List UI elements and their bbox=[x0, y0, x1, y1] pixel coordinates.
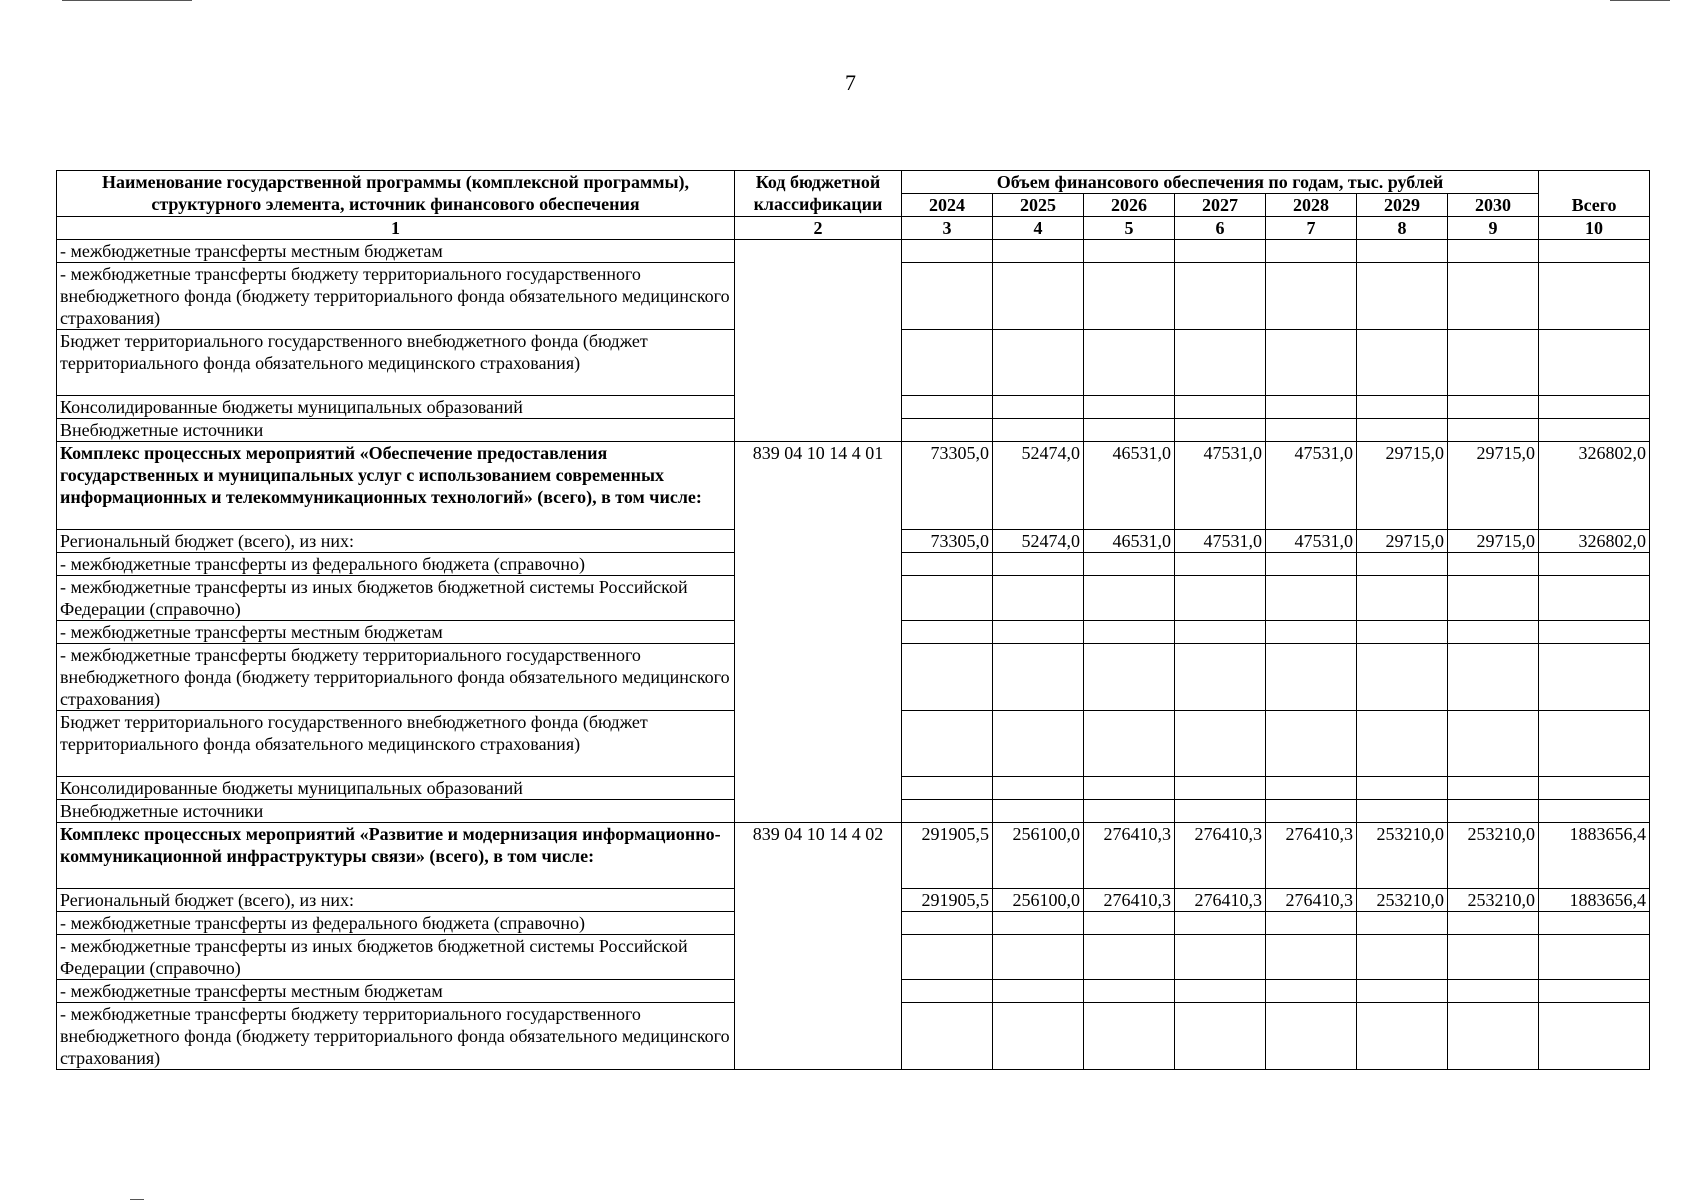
year-value bbox=[902, 240, 993, 263]
year-value: 253210,0 bbox=[1357, 889, 1448, 912]
column-number: 5 bbox=[1084, 217, 1175, 240]
year-value bbox=[1448, 935, 1539, 980]
year-value bbox=[993, 644, 1084, 711]
year-value bbox=[1266, 553, 1357, 576]
year-value bbox=[1357, 419, 1448, 442]
year-value bbox=[1084, 1003, 1175, 1070]
year-value bbox=[993, 240, 1084, 263]
year-value bbox=[993, 711, 1084, 777]
year-value bbox=[1448, 576, 1539, 621]
year-value bbox=[1084, 330, 1175, 396]
year-value bbox=[1266, 644, 1357, 711]
year-value bbox=[1357, 330, 1448, 396]
header-year: 2025 bbox=[993, 194, 1084, 217]
row-name: Комплекс процессных мероприятий «Развитие и модернизация информационно-коммуникационной инфраструктуры связи» (всего), в том числе: bbox=[57, 823, 735, 889]
row-name: - межбюджетные трансферты местным бюджетам bbox=[57, 621, 735, 644]
year-value bbox=[1266, 777, 1357, 800]
year-value bbox=[1266, 800, 1357, 823]
header-year: 2026 bbox=[1084, 194, 1175, 217]
year-value: 46531,0 bbox=[1084, 530, 1175, 553]
header-total-label: Всего bbox=[1571, 195, 1617, 215]
header-row-1 bbox=[57, 171, 1650, 194]
year-value: 276410,3 bbox=[1084, 823, 1175, 889]
year-value: 276410,3 bbox=[1175, 889, 1266, 912]
total-value bbox=[1539, 576, 1650, 621]
year-value bbox=[902, 419, 993, 442]
total-value bbox=[1539, 644, 1650, 711]
year-value bbox=[1175, 800, 1266, 823]
header-volume: Объем финансового обеспечения по годам, тыс. рублей bbox=[902, 171, 1539, 194]
year-value bbox=[1266, 980, 1357, 1003]
year-value bbox=[1266, 330, 1357, 396]
year-value bbox=[1175, 396, 1266, 419]
year-value bbox=[1448, 644, 1539, 711]
year-value bbox=[1357, 800, 1448, 823]
year-value bbox=[902, 912, 993, 935]
year-value bbox=[1448, 711, 1539, 777]
year-value bbox=[902, 621, 993, 644]
year-value bbox=[1266, 711, 1357, 777]
year-value bbox=[1357, 240, 1448, 263]
column-number: 10 bbox=[1539, 217, 1650, 240]
year-value bbox=[993, 419, 1084, 442]
year-value bbox=[1084, 912, 1175, 935]
row-name: Консолидированные бюджеты муниципальных образований bbox=[57, 777, 735, 800]
row-name: - межбюджетные трансферты из федерального бюджета (справочно) bbox=[57, 553, 735, 576]
year-value: 52474,0 bbox=[993, 530, 1084, 553]
row-name: Региональный бюджет (всего), из них: bbox=[57, 530, 735, 553]
year-value: 291905,5 bbox=[902, 889, 993, 912]
header-year: 2028 bbox=[1266, 194, 1357, 217]
year-value bbox=[1175, 711, 1266, 777]
row-name: - межбюджетные трансферты из иных бюджетов бюджетной системы Российской Федерации (справочно) bbox=[57, 935, 735, 980]
column-number-row bbox=[57, 217, 1650, 240]
column-number: 8 bbox=[1357, 217, 1448, 240]
budget-code: 839 04 10 14 4 01 bbox=[735, 442, 902, 823]
total-value bbox=[1539, 800, 1650, 823]
year-value bbox=[1175, 621, 1266, 644]
year-value bbox=[1266, 263, 1357, 330]
header-year: 2030 bbox=[1448, 194, 1539, 217]
header-year: 2024 bbox=[902, 194, 993, 217]
year-value bbox=[902, 263, 993, 330]
year-value bbox=[902, 576, 993, 621]
row-name: - межбюджетные трансферты местным бюджетам bbox=[57, 240, 735, 263]
year-value bbox=[1357, 396, 1448, 419]
total-value bbox=[1539, 330, 1650, 396]
year-value bbox=[902, 777, 993, 800]
column-number: 7 bbox=[1266, 217, 1357, 240]
page-number: 7 bbox=[845, 70, 856, 95]
year-value bbox=[1084, 777, 1175, 800]
year-value: 73305,0 bbox=[902, 442, 993, 530]
total-value bbox=[1539, 396, 1650, 419]
column-number: 9 bbox=[1448, 217, 1539, 240]
year-value bbox=[993, 935, 1084, 980]
year-value: 47531,0 bbox=[1175, 442, 1266, 530]
header-total bbox=[1539, 171, 1650, 217]
year-value: 52474,0 bbox=[993, 442, 1084, 530]
total-value: 1883656,4 bbox=[1539, 889, 1650, 912]
year-value bbox=[902, 553, 993, 576]
year-value bbox=[1175, 576, 1266, 621]
year-value bbox=[1357, 935, 1448, 980]
financing-table bbox=[56, 170, 1650, 1070]
year-value bbox=[1357, 621, 1448, 644]
year-value bbox=[1357, 576, 1448, 621]
year-value bbox=[1357, 777, 1448, 800]
column-number: 3 bbox=[902, 217, 993, 240]
column-number: 2 bbox=[735, 217, 902, 240]
row-name: Внебюджетные источники bbox=[57, 800, 735, 823]
year-value bbox=[902, 1003, 993, 1070]
year-value bbox=[1084, 621, 1175, 644]
year-value bbox=[1266, 576, 1357, 621]
year-value bbox=[1357, 553, 1448, 576]
row-name: - межбюджетные трансферты из федерального бюджета (справочно) bbox=[57, 912, 735, 935]
year-value bbox=[1266, 240, 1357, 263]
year-value: 47531,0 bbox=[1175, 530, 1266, 553]
table-row bbox=[57, 240, 1650, 263]
year-value bbox=[1084, 396, 1175, 419]
column-number: 6 bbox=[1175, 217, 1266, 240]
year-value: 29715,0 bbox=[1357, 530, 1448, 553]
total-value bbox=[1539, 980, 1650, 1003]
year-value bbox=[1448, 553, 1539, 576]
top-left-edge-line bbox=[62, 0, 192, 1]
year-value bbox=[1084, 711, 1175, 777]
year-value: 276410,3 bbox=[1175, 823, 1266, 889]
year-value: 256100,0 bbox=[993, 889, 1084, 912]
total-value bbox=[1539, 621, 1650, 644]
header-year: 2029 bbox=[1357, 194, 1448, 217]
total-value: 326802,0 bbox=[1539, 442, 1650, 530]
year-value bbox=[1175, 263, 1266, 330]
column-number: 4 bbox=[993, 217, 1084, 240]
year-value bbox=[1175, 330, 1266, 396]
year-value bbox=[993, 396, 1084, 419]
year-value bbox=[1448, 263, 1539, 330]
year-value: 253210,0 bbox=[1448, 823, 1539, 889]
total-value bbox=[1539, 553, 1650, 576]
table-row bbox=[57, 442, 1650, 530]
year-value bbox=[1357, 912, 1448, 935]
year-value bbox=[1175, 644, 1266, 711]
year-value: 256100,0 bbox=[993, 823, 1084, 889]
year-value: 29715,0 bbox=[1448, 442, 1539, 530]
row-name: Внебюджетные источники bbox=[57, 419, 735, 442]
year-value bbox=[1266, 396, 1357, 419]
year-value: 253210,0 bbox=[1357, 823, 1448, 889]
year-value bbox=[1448, 1003, 1539, 1070]
year-value bbox=[1175, 980, 1266, 1003]
year-value bbox=[1448, 777, 1539, 800]
budget-code bbox=[735, 240, 902, 442]
year-value bbox=[1448, 240, 1539, 263]
table-row bbox=[57, 823, 1650, 889]
year-value bbox=[1448, 912, 1539, 935]
year-value: 46531,0 bbox=[1084, 442, 1175, 530]
year-value: 253210,0 bbox=[1448, 889, 1539, 912]
year-value bbox=[1357, 263, 1448, 330]
year-value bbox=[993, 263, 1084, 330]
year-value bbox=[1084, 800, 1175, 823]
year-value bbox=[1357, 644, 1448, 711]
year-value bbox=[1448, 800, 1539, 823]
year-value: 276410,3 bbox=[1084, 889, 1175, 912]
year-value bbox=[1084, 240, 1175, 263]
total-value: 326802,0 bbox=[1539, 530, 1650, 553]
year-value bbox=[993, 621, 1084, 644]
year-value: 47531,0 bbox=[1266, 442, 1357, 530]
total-value bbox=[1539, 711, 1650, 777]
year-value bbox=[993, 980, 1084, 1003]
year-value bbox=[1266, 935, 1357, 980]
year-value bbox=[1175, 419, 1266, 442]
column-number: 1 bbox=[57, 217, 735, 240]
year-value bbox=[1084, 576, 1175, 621]
row-name: - межбюджетные трансферты бюджету территориального государственного внебюджетного фонда (бюджету территориального фонда обязательного медицинского страхования) bbox=[57, 644, 735, 711]
year-value bbox=[1448, 980, 1539, 1003]
year-value bbox=[993, 330, 1084, 396]
total-value bbox=[1539, 263, 1650, 330]
year-value bbox=[902, 935, 993, 980]
top-right-edge-line bbox=[1610, 0, 1670, 1]
year-value bbox=[1175, 935, 1266, 980]
year-value: 47531,0 bbox=[1266, 530, 1357, 553]
row-name: - межбюджетные трансферты бюджету территориального государственного внебюджетного фонда (бюджету территориального фонда обязательного медицинского страхования) bbox=[57, 1003, 735, 1070]
year-value bbox=[1266, 419, 1357, 442]
year-value bbox=[993, 576, 1084, 621]
year-value bbox=[902, 644, 993, 711]
header-year: 2027 bbox=[1175, 194, 1266, 217]
total-value bbox=[1539, 419, 1650, 442]
row-name: Консолидированные бюджеты муниципальных образований bbox=[57, 396, 735, 419]
year-value bbox=[1084, 644, 1175, 711]
year-value bbox=[1448, 396, 1539, 419]
year-value: 73305,0 bbox=[902, 530, 993, 553]
year-value bbox=[1448, 621, 1539, 644]
year-value bbox=[1266, 1003, 1357, 1070]
header-name: Наименование государственной программы (комплексной программы), структурного элемента, источник финансового обеспечения bbox=[57, 171, 735, 217]
total-value bbox=[1539, 240, 1650, 263]
year-value bbox=[1084, 935, 1175, 980]
row-name: - межбюджетные трансферты из иных бюджетов бюджетной системы Российской Федерации (справочно) bbox=[57, 576, 735, 621]
row-name: Региональный бюджет (всего), из них: bbox=[57, 889, 735, 912]
year-value: 29715,0 bbox=[1357, 442, 1448, 530]
year-value: 29715,0 bbox=[1448, 530, 1539, 553]
year-value: 291905,5 bbox=[902, 823, 993, 889]
year-value bbox=[1266, 912, 1357, 935]
year-value bbox=[1175, 240, 1266, 263]
row-name: Бюджет территориального государственного внебюджетного фонда (бюджет территориального фонда обязательного медицинского страхования) bbox=[57, 330, 735, 396]
row-name: - межбюджетные трансферты бюджету территориального государственного внебюджетного фонда (бюджету территориального фонда обязательного медицинского страхования) bbox=[57, 263, 735, 330]
year-value bbox=[993, 1003, 1084, 1070]
year-value bbox=[902, 396, 993, 419]
row-name: Бюджет территориального государственного внебюджетного фонда (бюджет территориального фонда обязательного медицинского страхования) bbox=[57, 711, 735, 777]
total-value bbox=[1539, 935, 1650, 980]
year-value bbox=[993, 912, 1084, 935]
year-value bbox=[993, 553, 1084, 576]
year-value bbox=[1357, 1003, 1448, 1070]
total-value: 1883656,4 bbox=[1539, 823, 1650, 889]
header-code: Код бюджетной классификации bbox=[735, 171, 902, 217]
year-value bbox=[902, 330, 993, 396]
year-value bbox=[993, 800, 1084, 823]
year-value bbox=[1266, 621, 1357, 644]
year-value bbox=[1084, 263, 1175, 330]
year-value bbox=[1084, 419, 1175, 442]
year-value bbox=[902, 800, 993, 823]
year-value: 276410,3 bbox=[1266, 823, 1357, 889]
year-value bbox=[902, 980, 993, 1003]
total-value bbox=[1539, 1003, 1650, 1070]
year-value: 276410,3 bbox=[1266, 889, 1357, 912]
year-value bbox=[1357, 711, 1448, 777]
year-value bbox=[1448, 419, 1539, 442]
row-name: - межбюджетные трансферты местным бюджетам bbox=[57, 980, 735, 1003]
table-body bbox=[57, 240, 1650, 1070]
total-value bbox=[1539, 912, 1650, 935]
total-value bbox=[1539, 777, 1650, 800]
year-value bbox=[1448, 330, 1539, 396]
year-value bbox=[1175, 777, 1266, 800]
year-value bbox=[1084, 553, 1175, 576]
year-value bbox=[993, 777, 1084, 800]
year-value bbox=[1357, 980, 1448, 1003]
year-value bbox=[1175, 912, 1266, 935]
year-value bbox=[1175, 553, 1266, 576]
row-name: Комплекс процессных мероприятий «Обеспечение предоставления государственных и муниципальных услуг с использованием современных информационных и телекоммуникационных технологий» (всего), в том числе: bbox=[57, 442, 735, 530]
year-value bbox=[1175, 1003, 1266, 1070]
year-value bbox=[1084, 980, 1175, 1003]
year-value bbox=[902, 711, 993, 777]
budget-code: 839 04 10 14 4 02 bbox=[735, 823, 902, 1070]
